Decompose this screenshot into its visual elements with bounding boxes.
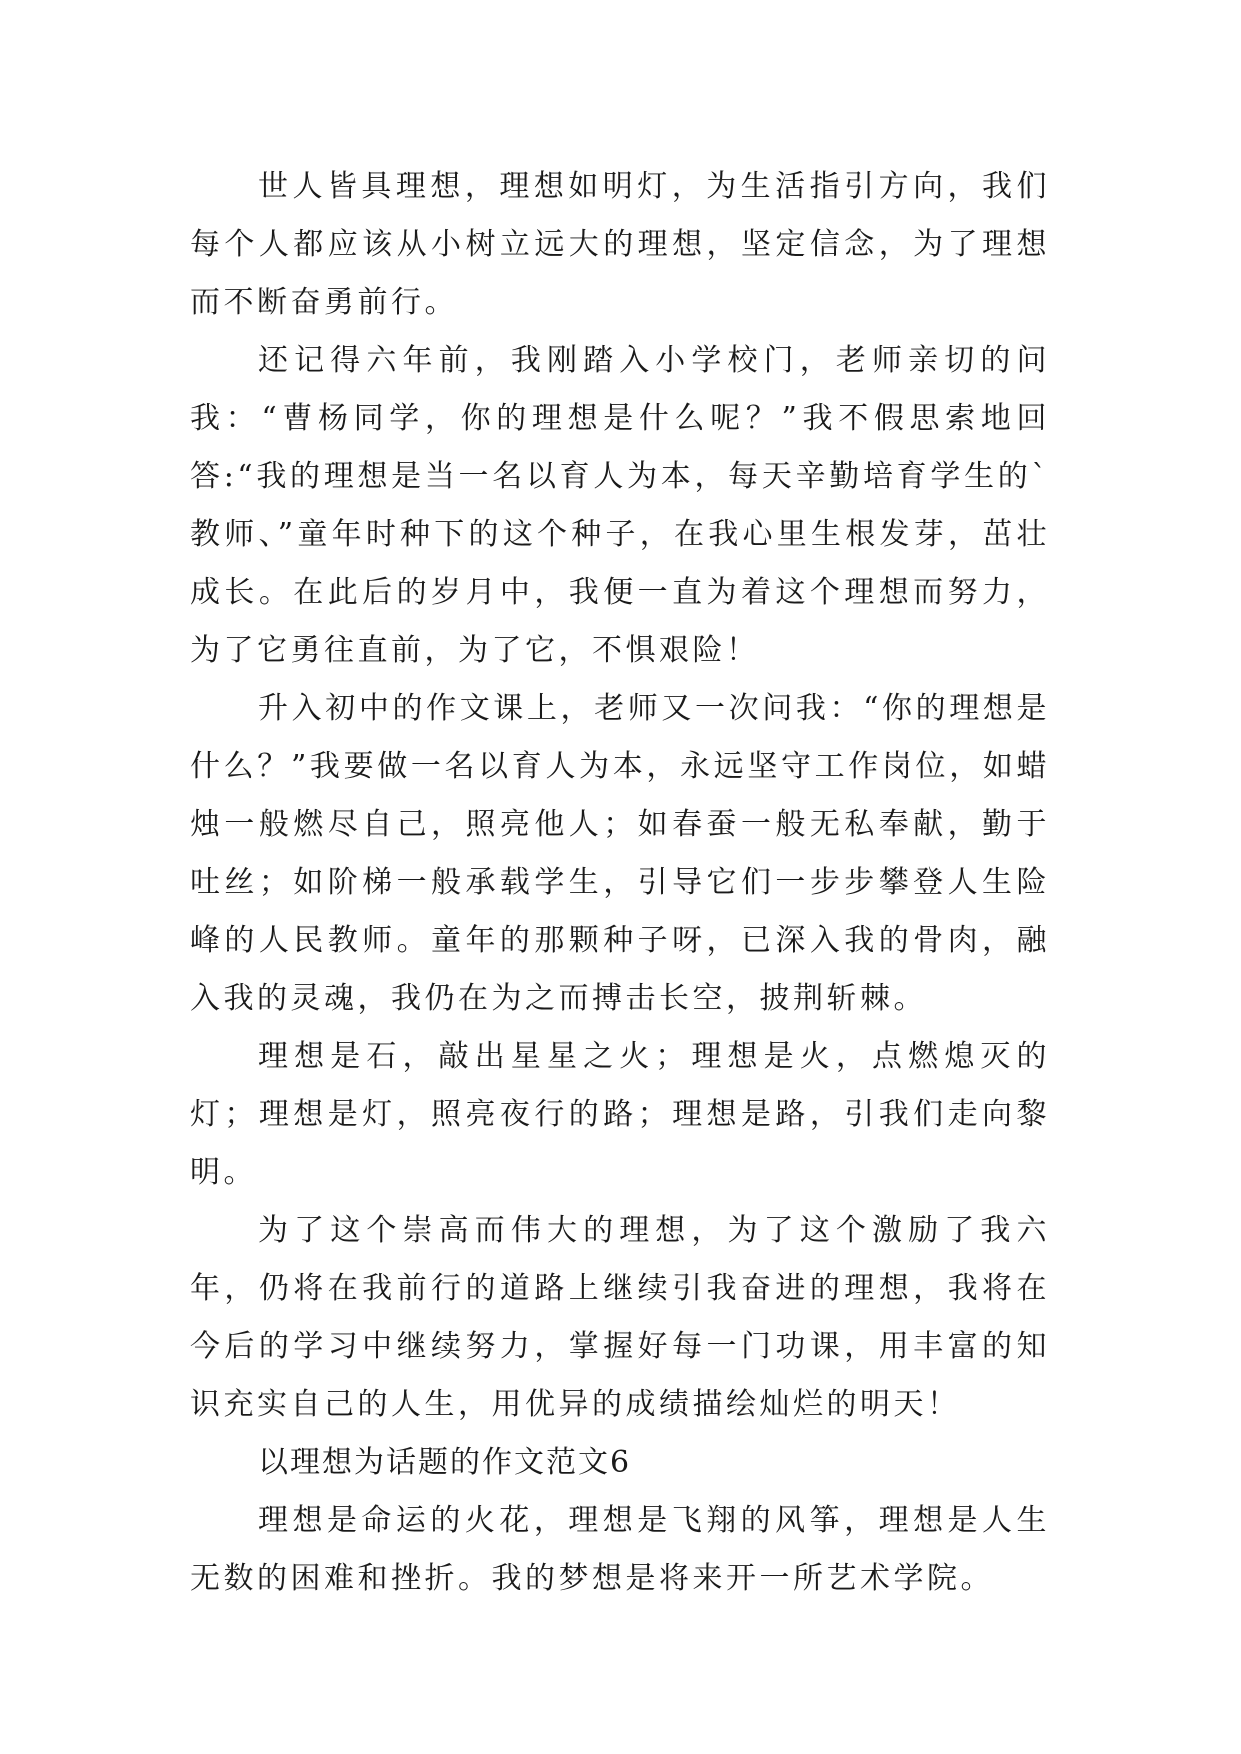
paragraph-ideal-metaphors: 理想是石，敲出星星之火；理想是火，点燃熄灭的灯；理想是灯，照亮夜行的路；理想是路，引我们走向黎明。 (190, 1039, 1050, 1190)
paragraph-ideal-lamp: 世人皆具理想，理想如明灯，为生活指引方向，我们每个人都应该从小树立远大的理想，坚定信念，为了理想而不断奋勇前行。 (190, 169, 1050, 320)
paragraph-conclusion: 为了这个崇高而伟大的理想，为了这个激励了我六年，仍将在我前行的道路上继续引我奋进的理想，我将在今后的学习中继续努力，掌握好每一门功课，用丰富的知识充实自己的人生，用优异的成绩描绘灿烂的明天！ (190, 1213, 1050, 1422)
document-body (190, 158, 1050, 1608)
paragraph-art-academy: 理想是命运的火花，理想是飞翔的风筝，理想是人生无数的困难和挫折。我的梦想是将来开一所艺术学院。 (190, 1503, 1050, 1596)
paragraph-primary-school: 还记得六年前，我刚踏入小学校门，老师亲切的问我：“曹杨同学，你的理想是什么呢？”我不假思索地回答:“我的理想是当一名以育人为本，每天辛勤培育学生的`教师、”童年时种下的这个种子，在我心里生根发芽，茁壮成长。在此后的岁月中，我便一直为着这个理想而努力，为了它勇往直前，为了它，不惧艰险！ (190, 343, 1050, 668)
paragraph-middle-school: 升入初中的作文课上，老师又一次问我：“你的理想是什么？”我要做一名以育人为本，永远坚守工作岗位，如蜡烛一般燃尽自己，照亮他人；如春蚕一般无私奉献，勤于吐丝；如阶梯一般承载学生，引导它们一步步攀登人生险峰的人民教师。童年的那颗种子呀，已深入我的骨肉，融入我的灵魂，我仍在为之而搏击长空，披荆斩棘。 (190, 691, 1050, 1016)
essay-heading: 以理想为话题的作文范文6 (258, 1445, 632, 1480)
